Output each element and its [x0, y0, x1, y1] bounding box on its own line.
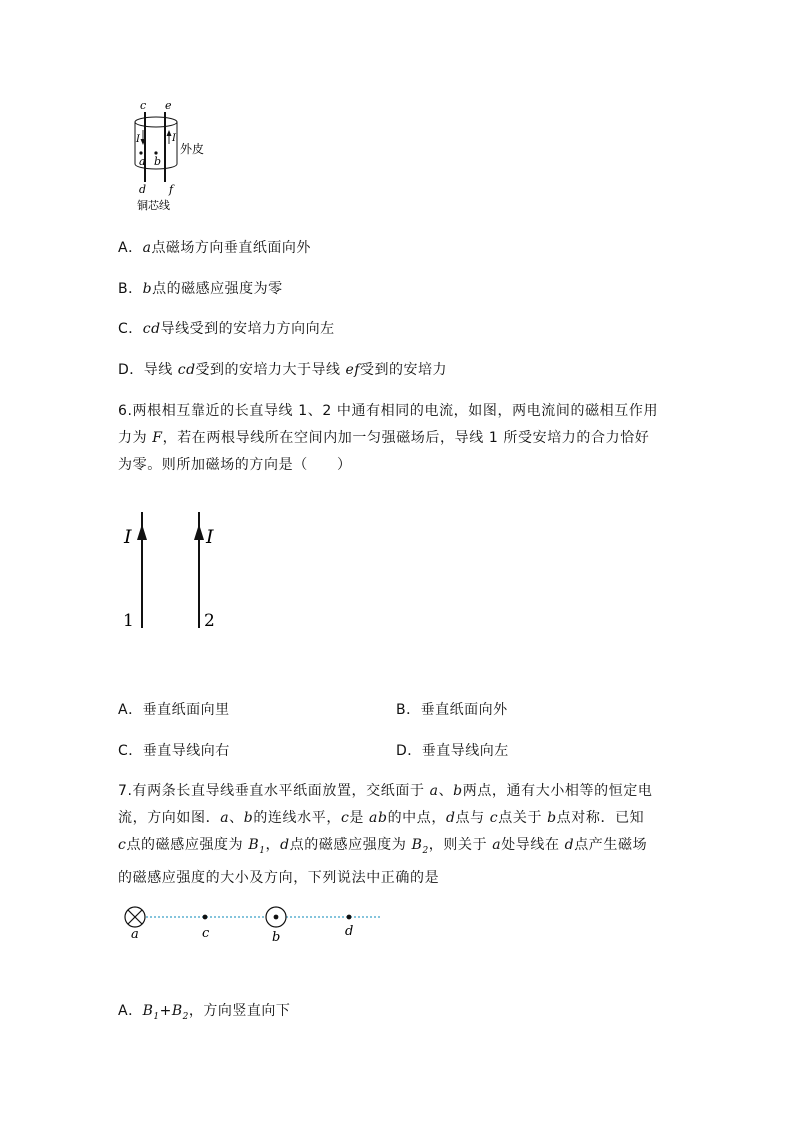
- q6-option-b[interactable]: B．垂直纸面向外: [396, 702, 508, 718]
- label-outer-skin: 外皮: [180, 142, 205, 156]
- q7-option-a[interactable]: A．$B_1+B_2$，方向竖直向下: [118, 1003, 291, 1022]
- current-label-2: I: [206, 526, 214, 548]
- wire-1-arrow: [137, 524, 147, 540]
- two-wires-points-figure: [118, 900, 388, 945]
- label-a: a: [139, 155, 146, 168]
- q5-option-a[interactable]: A．a点磁场方向垂直纸面向外: [118, 240, 311, 256]
- q5-option-b[interactable]: B．b点的磁感应强度为零: [118, 281, 283, 297]
- q6-stem: 6.两根相互靠近的长直导线 1、2 中通有相同的电流，如图，两电流间的磁相互作用 力为 F，若在两根导线所在空间内加一匀强磁场后，导线 1 所受安培力的合力恰好 为零。则所加磁场的方向是（ ）: [118, 403, 659, 473]
- current-label-1: I: [124, 526, 132, 548]
- label-d: d: [139, 183, 147, 196]
- q5-option-d[interactable]: D．导线 cd受到的安培力大于导线 ef受到的安培力: [118, 362, 447, 378]
- arrow-up-head: [167, 130, 172, 136]
- wire-label-2: 2: [204, 611, 215, 631]
- label-b: b: [154, 155, 162, 168]
- cylinder-top: [135, 117, 177, 127]
- label-copper-core: 铜芯线: [137, 199, 170, 212]
- label-e: e: [165, 99, 172, 112]
- wire-b-dot: [274, 915, 279, 920]
- label-c: c: [140, 99, 147, 112]
- point-c: [203, 915, 208, 920]
- wire-2-arrow: [194, 524, 204, 540]
- fig7-label-a: a: [131, 927, 139, 942]
- fig7-label-c: c: [202, 926, 210, 941]
- label-f: f: [169, 183, 174, 196]
- q6-option-d[interactable]: D．垂直导线向左: [396, 743, 509, 759]
- point-d: [347, 915, 352, 920]
- label-I-left: I: [136, 134, 140, 145]
- parallel-wires-figure: [118, 498, 238, 638]
- fig7-label-b: b: [272, 930, 281, 945]
- label-I-right: I: [172, 133, 176, 144]
- q5-option-c[interactable]: C．cd导线受到的安培力方向向左: [118, 321, 335, 337]
- q6-option-a[interactable]: A．垂直纸面向里: [118, 702, 230, 718]
- wire-label-1: 1: [123, 611, 134, 631]
- coaxial-cable-figure: [128, 96, 218, 216]
- fig7-label-d: d: [345, 924, 354, 939]
- q6-option-c[interactable]: C．垂直导线向右: [118, 743, 230, 759]
- q7-stem: 7.有两条长直导线垂直水平纸面放置，交纸面于 a、b两点，通有大小相等的恒定电 流，方向如图．a、b的连线水平，c是 ab的中点，d点与 c点关于 b点对称．已知 c点的磁感应强度为 $B_1$，d点的磁感应强度为 $B_2$，则关于 a处导线在 d点产生磁场 的磁感应强度的大小及方向，下列说法中正确的是: [118, 783, 653, 886]
